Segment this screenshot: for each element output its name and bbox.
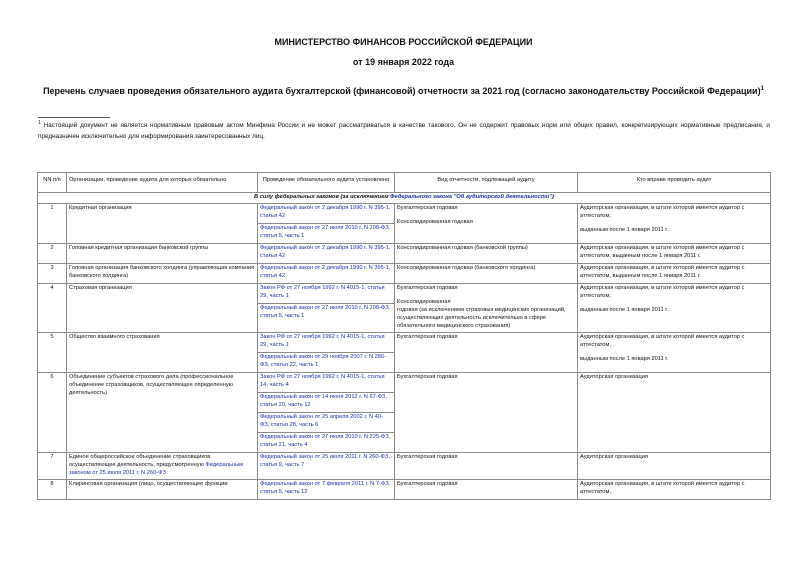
auditor-line: Аудиторская организация, в штате которой имеется аудитор с аттестатом, <box>580 284 745 299</box>
row-auditor <box>578 203 771 243</box>
law-link[interactable]: Федеральный закон от 25 апреля 2002 г. N 40-ФЗ, статья 28, часть 6 <box>258 413 394 433</box>
row-number: 2 <box>38 243 67 263</box>
law-link[interactable]: Федеральный закон от 29 ноября 2007 г. N 286-ФЗ, статья 22, часть 1 <box>260 353 387 368</box>
auditor-line: выданным после 1 января 2011 г. <box>580 226 669 233</box>
row-report-type: Бухгалтерская годовая <box>395 332 578 372</box>
section-row <box>38 193 771 204</box>
table-header-row <box>38 173 771 193</box>
auditor-line: выданным после 1 января 2011 г. <box>580 306 669 313</box>
law-link[interactable]: Федеральный закон от 27 июля 2010 г. N 225-ФЗ, статья 21, часть 4 <box>260 433 391 448</box>
footnote-ref[interactable]: 1 <box>760 86 764 92</box>
row-laws <box>258 283 395 332</box>
row-organization: Страховая организация <box>67 283 258 332</box>
row-report-type: Консолидированная годовая (банковского холдинга) <box>395 263 578 283</box>
org-line: Объединение субъектов страхового дела (профессиональное <box>69 373 234 380</box>
row-number: 5 <box>38 332 67 372</box>
law-link[interactable]: Федеральный закон от 14 июня 2012 г. N 67-ФЗ, статья 20, часть 12 <box>258 393 394 413</box>
law-link[interactable]: Федеральный закон от 2 декабря 1990 г. N 395-1, статья 42 <box>260 244 391 259</box>
document-title-text: Перечень случаев проведения обязательного аудита бухгалтерской (финансовой) отчетности за 2021 год (согласно законодательству Российской Федерации) <box>43 86 761 96</box>
law-link[interactable]: Закон РФ от 27 ноября 1992 г. N 4015-1, статья 29, часть 1 <box>258 333 394 353</box>
law-link[interactable]: Федеральный закон от 2 декабря 1990 г. N 395-1, статья 42 <box>260 264 391 279</box>
row-report-type <box>395 283 578 332</box>
law-link[interactable]: Закон РФ от 27 ноября 1992 г. N 4015-1, статья 29, часть 1 <box>258 284 394 304</box>
footnote-text: Настоящий документ не является нормативным правовым актом Минфина России и не может рассматриваться в качестве такового. Он не содержит правовых норм или общих правил, конкретизирующих нормативные предписания, и предназначен исключительно для информирования заинтересованных лиц. <box>38 122 770 141</box>
row-auditor <box>578 332 771 372</box>
report-line: Консолидированная годовая <box>397 218 473 225</box>
col-header-auditor: Кто вправе проводить аудит <box>578 173 771 193</box>
table-row <box>38 283 771 332</box>
row-organization: Общество взаимного страхования <box>67 332 258 372</box>
document-title <box>0 86 807 96</box>
audit-cases-table <box>37 172 771 500</box>
org-law-link[interactable]: Федеральным законом от 25 июля 2011 г. N 260-ФЗ <box>69 461 244 476</box>
row-number: 8 <box>38 479 67 499</box>
ministry-heading: МИНИСТЕРСТВО ФИНАНСОВ РОССИЙСКОЙ ФЕДЕРАЦИИ <box>274 37 533 47</box>
row-organization: Клиринговая организация (лицо, осуществляющее функции <box>67 479 258 499</box>
org-text: Единое общероссийское объединение страховщиков, осуществляющее деятельность, предусмотренную <box>69 453 212 468</box>
col-header-organization: Организации, проведение аудита для которых обязательно <box>67 173 258 193</box>
report-line: Бухгалтерская годовая <box>397 204 458 211</box>
row-laws <box>258 452 395 479</box>
auditor-line: выданным после 1 января 2011 г. <box>580 355 669 362</box>
law-link[interactable]: Федеральный закон от 27 июля 2010 г. N 208-ФЗ, статья 5, часть 1 <box>260 304 391 319</box>
row-auditor <box>578 283 771 332</box>
col-header-established-by: Проведение обязательного аудита установлено <box>258 173 395 193</box>
report-line: годовая (за исключением страховых медицинских организаций, осуществляющих деятельность исключительно в сфере обязательного медицинского страхования) <box>397 306 566 329</box>
table-row <box>38 263 771 283</box>
row-organization <box>67 452 258 479</box>
footnote <box>38 118 770 142</box>
table-row <box>38 452 771 479</box>
law-link[interactable]: Федеральный закон от 27 июля 2010 г. N 208-ФЗ, статья 5, часть 1 <box>260 224 391 239</box>
row-organization <box>67 372 258 452</box>
row-auditor: Аудиторская организация, в штате которой имеется аудитор с аттестатом, выданным после 1 января 2011 г. <box>578 263 771 283</box>
row-number: 1 <box>38 203 67 243</box>
table-row <box>38 243 771 263</box>
row-organization: Головная организация банковского холдинга (управляющая компания банковского холдинга) <box>67 263 258 283</box>
row-laws <box>258 372 395 452</box>
auditor-line: Аудиторская организация, в штате которой имеется аудитор с аттестатом, <box>580 204 745 219</box>
row-number: 3 <box>38 263 67 283</box>
row-organization: Кредитная организация <box>67 203 258 243</box>
law-link[interactable]: Федеральный закон от 25 июля 2011 г. N 260-ФЗ, статья 9, часть 7 <box>260 453 390 468</box>
row-auditor: Аудиторская организация <box>578 452 771 479</box>
report-line: Бухгалтерская годовая <box>397 284 458 291</box>
row-laws <box>258 203 395 243</box>
table-row <box>38 203 771 243</box>
auditor-line: Аудиторская организация, в штате которой имеется аудитор с аттестатом, <box>580 333 745 348</box>
report-line: Консолидированная <box>397 298 451 305</box>
row-auditor: Аудиторская организация, в штате которой имеется аудитор с аттестатом, выданным после 1 января 2011 г. <box>578 243 771 263</box>
footnote-mark: 1 <box>38 120 41 126</box>
section-suffix: ) <box>552 194 554 200</box>
row-auditor: Аудиторская организация <box>578 372 771 452</box>
row-laws <box>258 479 395 499</box>
org-line: деятельность) <box>69 389 107 396</box>
org-line: объединение страховщиков, осуществляющее определенную <box>69 381 233 388</box>
law-link[interactable]: Закон РФ от 27 ноября 1992 г. N 4015-1, статья 14, часть 4 <box>258 373 394 393</box>
col-header-number: NN п/п <box>38 173 67 193</box>
row-auditor: Аудиторская организация, в штате которой имеется аудитор с аттестатом, <box>578 479 771 499</box>
section-law-link[interactable]: Федерального закона "Об аудиторской деятельности" <box>390 194 553 200</box>
row-report-type: Консолидированная годовая (банковской группы) <box>395 243 578 263</box>
row-laws <box>258 243 395 263</box>
row-report-type <box>395 203 578 243</box>
document-date: от 19 января 2022 года <box>352 57 455 67</box>
row-number: 4 <box>38 283 67 332</box>
table-row <box>38 332 771 372</box>
section-heading <box>38 193 771 204</box>
row-report-type: Бухгалтерская годовая <box>395 479 578 499</box>
table-row <box>38 479 771 499</box>
row-report-type: Бухгалтерская годовая <box>395 372 578 452</box>
table-row <box>38 372 771 452</box>
row-laws <box>258 332 395 372</box>
row-report-type: Бухгалтерская годовая <box>395 452 578 479</box>
row-laws <box>258 263 395 283</box>
law-link[interactable]: Федеральный закон от 2 декабря 1990 г. N 395-1, статья 42 <box>258 204 394 224</box>
law-link[interactable]: Федеральный закон от 7 февраля 2011 г. N 7-ФЗ, статья 5, часть 12 <box>260 480 391 495</box>
col-header-report-type: Вид отчетности, подлежащей аудиту <box>395 173 578 193</box>
row-number: 6 <box>38 372 67 452</box>
row-organization: Головная кредитная организация банковской группы <box>67 243 258 263</box>
row-number: 7 <box>38 452 67 479</box>
section-prefix: В силу федеральных законов (за исключением <box>254 194 391 200</box>
